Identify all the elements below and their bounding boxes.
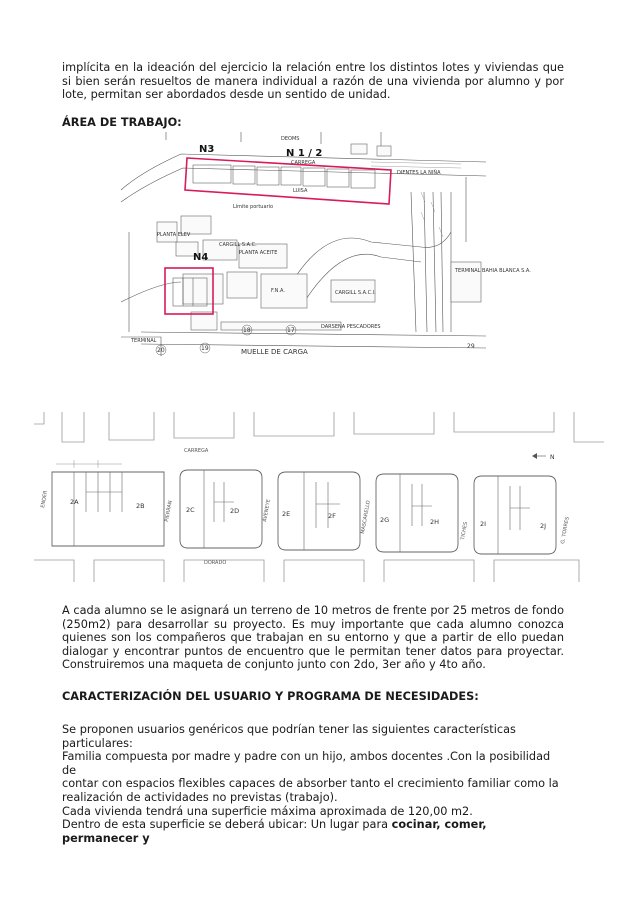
final-line-text: Dentro de esta superficie se deberá ubicar: Un lugar para: [62, 818, 392, 832]
street-label: DIENTES LA NIÑA: [397, 170, 441, 176]
street-label: LUISA: [293, 188, 308, 194]
building-label: DARSENA PESCADORES: [321, 324, 381, 330]
street-label: DEOMS: [281, 136, 300, 142]
north-label: N: [550, 454, 555, 461]
final-line: [62, 818, 564, 845]
street-label: Límite portuario: [233, 204, 274, 210]
zone-label-n3: N3: [199, 144, 215, 155]
street-label: DORADO: [204, 560, 227, 566]
building-label: PLANTA ACEITE: [239, 250, 278, 256]
zone-label-n12: N 1 / 2: [286, 148, 323, 159]
building-label: TERMINAL: [131, 338, 157, 344]
lot-label: 2F: [328, 512, 336, 520]
user-line: contar con espacios flexibles capaces de absorber tanto el crecimiento familiar como la: [62, 777, 559, 791]
user-line: Familia compuesta por madre y padre con un hijo, ambos docentes .Con la posibilidad de: [62, 750, 551, 777]
lot-label: 2D: [230, 507, 240, 515]
intro-paragraph: implícita en la ideación del ejercicio la relación entre los distintos lotes y viviendas que si bien serán resueltos de manera individual a razón de una vivienda por alumno y por lote, permitan ser abordados desde un sentido de unidad.: [62, 61, 564, 102]
lot-label: 2I: [480, 520, 487, 528]
lot-label: 2G: [380, 516, 390, 524]
site-map: [121, 132, 531, 356]
street-label: ENDER: [40, 490, 49, 509]
work-area-heading: ÁREA DE TRABAJO:: [62, 116, 182, 129]
assignment-paragraph: A cada alumno se le asignará un terreno de 10 metros de frente por 25 metros de fondo (250m2) para desarrollar su proyecto. Es muy importante que cada alumno conozca quienes son los compañeros que trabajan en su entorno y que a partir de ello puedan dialogar y encontrar puntos de encuentro que le permitan tener datos para proyectar. Construiremos una maqueta de conjunto junto con 2do, 3er año y 4to año.: [62, 604, 564, 672]
lot-label: 2E: [282, 510, 291, 518]
lot-label: 2J: [540, 522, 547, 530]
building-label: PLANTA ELEV: [157, 232, 191, 238]
pier-number: 17: [287, 327, 295, 334]
lot-label: 2B: [136, 502, 145, 510]
user-line: realización de actividades no previstas (trabajo).: [62, 790, 338, 804]
street-label: AVENEYE: [262, 498, 272, 523]
user-line: particulares:: [62, 736, 133, 750]
street-label: MASCARELLO: [360, 500, 372, 535]
pier-number: 20: [157, 347, 165, 354]
user-description: [62, 723, 564, 845]
street-label: G. TORRES: [560, 516, 571, 545]
building-label: TERMINAL BAHIA BLANCA S.A.: [455, 268, 531, 274]
lot-label: 2H: [430, 518, 440, 526]
user-line: Se proponen usuarios genéricos que podrían tener las siguientes características: [62, 723, 516, 736]
street-label: CARREGA: [291, 160, 316, 166]
building-label: CARGILL S.A.C.: [219, 242, 257, 248]
building-label: MUELLE DE CARGA: [241, 348, 308, 356]
street-label: TICHES: [460, 521, 470, 541]
zone-label-n4: N4: [193, 252, 209, 263]
lot-label: 2A: [70, 498, 79, 506]
building-label: F.N.A.: [271, 288, 285, 294]
user-line: Cada vivienda tendrá una superficie máxima aproximada de 120,00 m2.: [62, 804, 473, 818]
user-heading: CARACTERIZACIÓN DEL USUARIO Y PROGRAMA DE NECESIDADES:: [62, 690, 479, 703]
building-label: CARGILL S.A.C.I.: [335, 290, 376, 296]
pier-number: 29: [467, 343, 475, 350]
lots-plan: [34, 412, 604, 582]
lot-label: 2C: [186, 506, 195, 514]
final-line-bold: cocinar, comer, permanecer y: [62, 818, 487, 845]
street-label: PIERRAN: [164, 500, 174, 523]
pier-number: 19: [201, 345, 209, 352]
street-label: CARREGA: [184, 448, 209, 454]
pier-number: 18: [243, 327, 251, 334]
